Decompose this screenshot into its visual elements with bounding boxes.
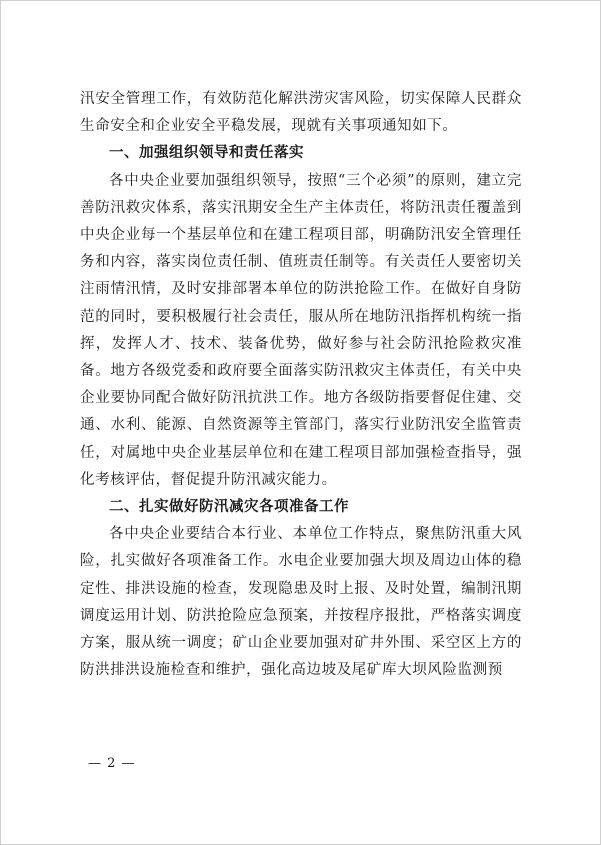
document-body	[80, 86, 522, 684]
intro-paragraph: 汛安全管理工作，有效防范化解洪涝灾害风险，切实保障人民群众生命安全和企业安全平稳发展，现就有关事项通知如下。	[80, 91, 522, 135]
section-heading-2: 二、扎实做好防汛减灾各项准备工作	[109, 499, 349, 516]
section-heading-1: 一、加强组织领导和责任落实	[109, 145, 304, 162]
section-body-2: 各中央企业要结合本行业、本单位工作特点，聚焦防汛重大风险，扎实做好各项准备工作。水电企业要加强大坝及周边山体的稳定性、排洪设施的检查，发现隐患及时上报、及时处置，编制汛期调度运用计划、防洪抢险应急预案，并按程序报批，严格落实调度方案，服从统一调度；矿山企业要加强对矿井外围、采空区上方的防洪排洪设施检查和维护，强化高边坡及尾矿库大坝风险监测预	[80, 526, 522, 679]
page-number: — 2 —	[88, 756, 136, 771]
section-body-1: 各中央企业要加强组织领导，按照“三个必须”的原则，建立完善防汛救灾体系，落实汛期安全生产主体责任，将防汛责任覆盖到中央企业每一个基层单位和在建工程项目部，明确防汛安全管理任务和内容，落实岗位责任制、值班责任制等。有关责任人要密切关注雨情汛情，及时安排部署本单位的防洪抢险工作。在做好自身防范的同时，要积极履行社会责任，服从所在地防汛指挥机构统一指挥，发挥人才、技术、装备优势，做好参与社会防汛抢险救灾准备。地方各级党委和政府要全面落实防汛救灾主体责任，有关中央企业要协同配合做好防汛抗洪工作。地方各级防指要督促住建、交通、水利、能源、自然资源等主管部门，落实行业防汛安全监管责任，对属地中央企业基层单位和在建工程项目部加强检查指导，强化考核评估，督促提升防汛减灾能力。	[80, 172, 522, 488]
